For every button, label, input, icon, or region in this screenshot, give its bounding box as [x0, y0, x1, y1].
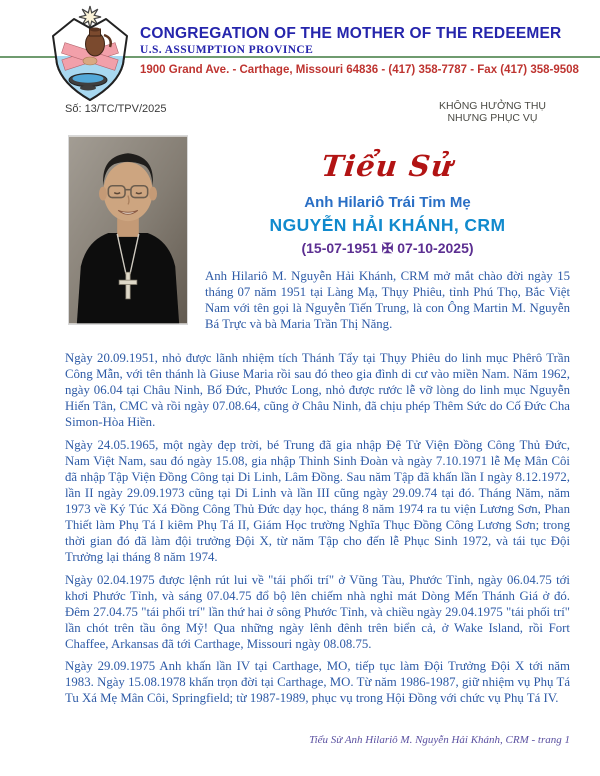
hands-icon: [83, 57, 97, 65]
biography-paragraph: Ngày 02.04.1975 được lệnh rút lui về "tái phối trí" ở Vũng Tàu, Phước Tỉnh, ngày 06.04.75 tới khơi Phước Tỉnh, và sáng 07.04.75 đổ bộ lên chiếm nhà nghỉ mát Dòng Mến Thánh Giá ở đó. Đêm 27.04.75 "tái phối trí" lần thứ hai ở sông Phước Tỉnh, và chiều ngày 29.04.1975 "tái phối trí" lần chót trên tầu ông Mỹ! Qua những ngày lênh đênh trên biển cả, ở Wake Island, rồi Fort Chaffee, Arkansas đã tới Carthage, Missouri ngày 08.08.75.: [65, 573, 570, 651]
birth-death-dates: (15-07-1951 ✠ 07-10-2025): [301, 240, 474, 256]
organization-name: CONGREGATION OF THE MOTHER OF THE REDEEMER: [140, 25, 562, 42]
script-title: Tiểu Sử: [320, 149, 455, 183]
congregation-crest-logo: [44, 4, 136, 102]
biography-paragraph: Ngày 29.09.1975 Anh khấn lần IV tại Carthage, MO, tiếp tục làm Đội Trưởng Đội X tới năm 1983. Ngày 15.08.1978 khấn trọn đời tại Carthage, MO. Từ năm 1986-1987, giữ nhiệm vụ Phụ Tá Tu Xá Mẹ Mân Côi, Springfield; từ 1987-1989, phục vụ trong Hội Đồng với chức vụ Phụ Tá IV.: [65, 659, 570, 705]
motto-line-2: NHƯNG PHỤC VỤ: [447, 112, 538, 124]
religious-name: Anh Hilariô Trái Tim Mẹ: [304, 194, 471, 211]
address-line: 1900 Grand Ave. - Carthage, Missouri 64836 - (417) 358-7787 - Fax (417) 358-9508: [140, 64, 579, 76]
biography-paragraph: Ngày 24.05.1965, một ngày đẹp trời, bé Trung đã gia nhập Đệ Tử Viện Đồng Công Thủ Đức, Nam Việt Nam, sau đó ngày 15.08, gia nhập Thỉnh Sinh Đoàn và ngày 7.10.1971 lễ Mẹ Mân Côi đã nhập Tập Viện Đồng Công tại Di Linh, Lâm Đồng. Sau năm Tập đã khấn lần I ngày 8.12.1972, lần II ngày 29.09.1973 cũng tại Di Linh và lần III cũng ngày 29.09.74 tại đó. Tháng Năm, năm 1973 về Ký Túc Xá Đồng Công Thủ Đức dạy học, tháng 8 năm 1974 ra tu viện Lương Sơn, Phan Thiết làm Phụ Tá I kiêm Phụ Tá II, Giám Học trường Nghĩa Thục Đồng Công Lương Sơn; trong thời gian đó đã làm đội trưởng Đội X, từ năm Tập cho đến lễ Phục Sinh 1972, và tái tục Đội Trưởng lại tháng 8 năm 1974.: [65, 438, 570, 564]
biography-paragraph: Ngày 20.09.1951, nhỏ được lãnh nhiệm tích Thánh Tẩy tại Thụy Phiêu do linh mục Phêrô Trần Công Mẫn, với tên thánh là Giuse Maria rồi sau đó theo gia đình di cư vào miền Nam. Năm 1962, ngày 06.04 tại Châu Ninh, Bố Đức, Phước Long, nhỏ được rước lễ vỡ lòng do linh mục Nguyễn Hiến Tân, CMC và rồi ngày 07.08.64, cũng ở Châu Ninh, đã chịu phép Thêm Sức do Cố Đức Cha Simon-Hòa Hiền.: [65, 351, 570, 429]
biography-paragraph: Anh Hilariô M. Nguyễn Hải Khánh, CRM mở mắt chào đời ngày 15 tháng 07 năm 1951 tại Làng Mạ, Thụy Phiêu, tỉnh Phú Thọ, Bắc Việt Nam với tên gọi là Nguyễn Tiến Trung, là con Ông Martin M. Nguyễn Bá Trực và bà Maria Trần Thị Năng.: [205, 269, 570, 331]
motto: [439, 100, 546, 124]
motto-line-1: KHÔNG HƯỞNG THỤ: [438, 100, 546, 112]
full-name: NGUYỄN HẢI KHÁNH, CRM: [269, 215, 506, 235]
document-content: [65, 148, 570, 706]
title-block: [205, 148, 570, 257]
page-footer: Tiểu Sử Anh Hilariô M. Nguyễn Hải Khánh, CRM - trang 1: [309, 734, 570, 746]
reference-number: Số: 13/TC/TPV/2025: [65, 103, 167, 115]
province-name: U.S. ASSUMPTION PROVINCE: [140, 44, 314, 56]
